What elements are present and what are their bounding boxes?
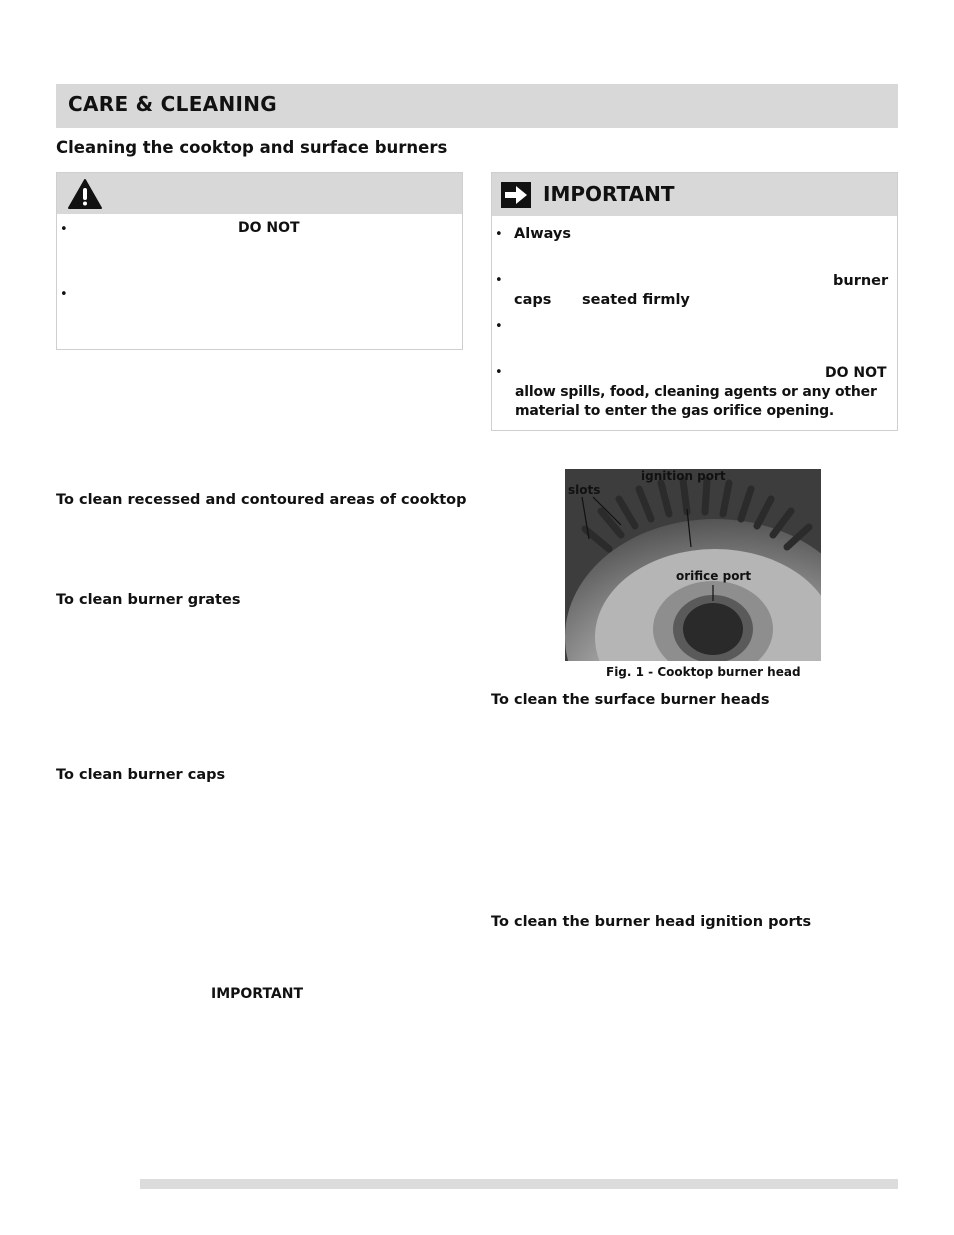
- important-title: IMPORTANT: [543, 182, 675, 206]
- warning-do-not: DO NOT: [238, 220, 300, 236]
- label-ignition-port: ignition port: [641, 469, 726, 483]
- important-caps: caps: [514, 292, 552, 308]
- important-do-not: DO NOT: [825, 365, 887, 381]
- important-inline: IMPORTANT: [211, 986, 304, 1002]
- warning-box-header: [57, 173, 462, 214]
- important-seated-firmly: seated firmly: [582, 292, 690, 308]
- heading-ignition-ports: To clean the burner head ignition ports: [491, 914, 812, 930]
- heading-burner-caps: To clean burner caps: [56, 767, 226, 783]
- important-burner: burner: [833, 273, 889, 289]
- figure-caption: Fig. 1 - Cooktop burner head: [606, 665, 801, 679]
- important-always: Always: [514, 226, 572, 242]
- warning-box: [56, 172, 463, 350]
- important-bullet-2: •: [495, 273, 503, 288]
- important-bullet-3: •: [495, 319, 503, 334]
- important-line-2: material to enter the gas orifice opening.: [515, 403, 835, 419]
- important-box-header: [492, 173, 897, 216]
- warning-bullet-1: •: [60, 222, 68, 237]
- important-bullet-4: •: [495, 365, 503, 380]
- warning-triangle-icon: [67, 178, 103, 210]
- page-title: CARE & CLEANING: [68, 92, 277, 116]
- important-line-1: allow spills, food, cleaning agents or any other: [515, 384, 877, 400]
- burner-head-photo: [565, 469, 821, 661]
- footer-bar: [140, 1179, 898, 1189]
- arrow-right-icon: [501, 182, 531, 208]
- label-slots: slots: [568, 483, 601, 497]
- heading-burner-grates: To clean burner grates: [56, 592, 241, 608]
- heading-recessed-areas: To clean recessed and contoured areas of cooktop: [56, 492, 467, 508]
- important-bullet-1: •: [495, 227, 503, 242]
- heading-surface-burner-heads: To clean the surface burner heads: [491, 692, 770, 708]
- section-title: Cleaning the cooktop and surface burners: [56, 138, 448, 157]
- label-orifice-port: orifice port: [676, 569, 752, 583]
- important-box: [491, 172, 898, 431]
- warning-bullet-2: •: [60, 287, 68, 302]
